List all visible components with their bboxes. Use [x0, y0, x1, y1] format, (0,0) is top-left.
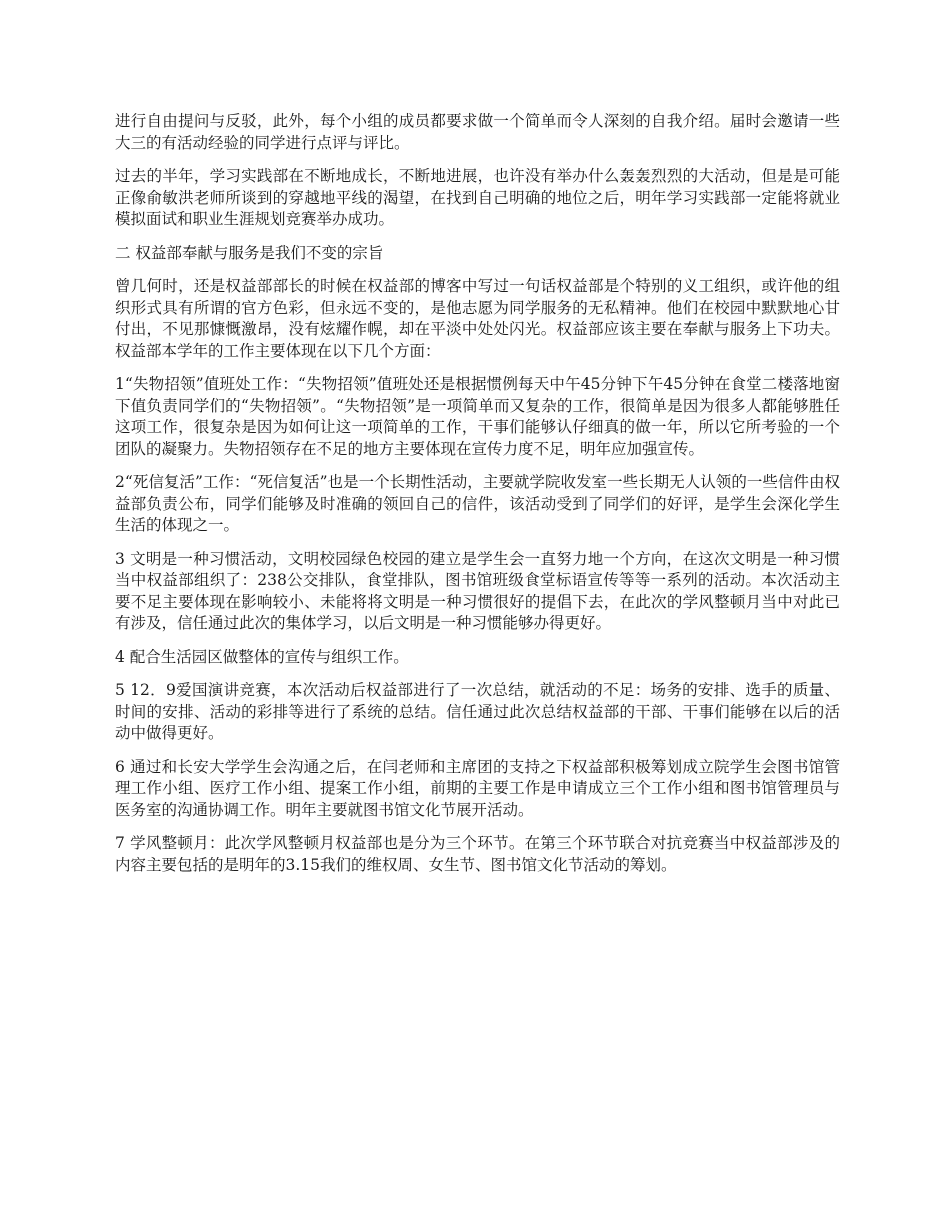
paragraph-study-practice-summary: 过去的半年，学习实践部在不断地成长，不断地进展，也许没有举办什么轰轰烈烈的大活动，但是是可能正像俞敏洪老师所谈到的穿越地平线的渴望，在找到自己明确的地位之后，明年学习实践部一定能将就业模拟面试和职业生涯规划竞赛举办成功。 [115, 167, 840, 228]
paragraph-item-living-area: 4 配合生活园区做整体的宣传与组织工作。 [115, 647, 409, 666]
paragraph-item-speech-contest: 5 12．9爱国演讲竞赛，本次活动后权益部进行了一次总结，就活动的不足：场务的安排、选手的质量、时间的安排、活动的彩排等进行了系统的总结。信任通过此次总结权益部的干部、干事们能够在以后的活动中做得更好。 [115, 681, 840, 742]
paragraph-item-study-style-month: 7 学风整顿月：此次学风整顿月权益部也是分为三个环节。在第三个环节联合对抗竞赛当中权益部涉及的内容主要包括的是明年的3.15我们的维权周、女生节、图书馆文化节活动的筹划。 [115, 834, 840, 874]
paragraph-item-civility-habit: 3 文明是一种习惯活动，文明校园绿色校园的建立是学生会一直努力地一个方向，在这次文明是一种习惯当中权益部组织了：238公交排队，食堂排队，图书馆班级食堂标语宣传等等一系列的活动。本次活动主要不足主要体现在影响较小、未能将将文明是一种习惯很好的提倡下去，在此次的学风整顿月当中对此已有涉及，信任通过此次的集体学习，以后文明是一种习惯能够办得更好。 [115, 549, 840, 632]
section-heading-rights-department: 二 权益部奉献与服务是我们不变的宗旨 [115, 243, 384, 262]
document-page [115, 111, 840, 888]
paragraph-item-dead-letters: 2“死信复活”工作：“死信复活”也是一个长期性活动，主要就学院收发室一些长期无人认领的一些信件由权益部负责公布，同学们能够及时准确的领回自己的信件，该活动受到了同学们的好评，是学生会深化学生生活的体现之一。 [115, 473, 840, 534]
paragraph-rights-department-intro: 曾几何时，还是权益部部长的时候在权益部的博客中写过一句话权益部是个特别的义工组织，或许他的组织形式具有所谓的官方色彩，但永远不变的，是他志愿为同学服务的无私精神。他们在校园中默默地心甘付出，不见那慷慨激昂，没有炫耀作幌，却在平淡中处处闪光。权益部应该主要在奉献与服务上下功夫。权益部本学年的工作主要体现在以下几个方面： [115, 277, 840, 360]
paragraph-item-lost-and-found: 1“失物招领”值班处工作：“失物招领”值班处还是根据惯例每天中午45分钟下午45分钟在食堂二楼落地窗下值负责同学们的“失物招领”。“失物招领”是一项简单而又复杂的工作，很简单是因为很多人都能够胜任这项工作，很复杂是因为如何让这一项简单的工作，干事们能够认仔细真的做一年，所以它所考验的一个团队的凝聚力。失物招领存在不足的地方主要体现在宣传力度不足，明年应加强宣传。 [115, 375, 840, 458]
paragraph-intro-continued: 进行自由提问与反驳，此外，每个小组的成员都要求做一个简单而令人深刻的自我介绍。届时会邀请一些大三的有活动经验的同学进行点评与评比。 [115, 112, 840, 152]
paragraph-item-working-groups: 6 通过和长安大学学生会沟通之后，在闫老师和主席团的支持之下权益部积极筹划成立院学生会图书馆管理工作小组、医疗工作小组、提案工作小组，前期的主要工作是申请成立三个工作小组和图书馆管理员与医务室的沟通协调工作。明年主要就图书馆文化节展开活动。 [115, 757, 840, 819]
